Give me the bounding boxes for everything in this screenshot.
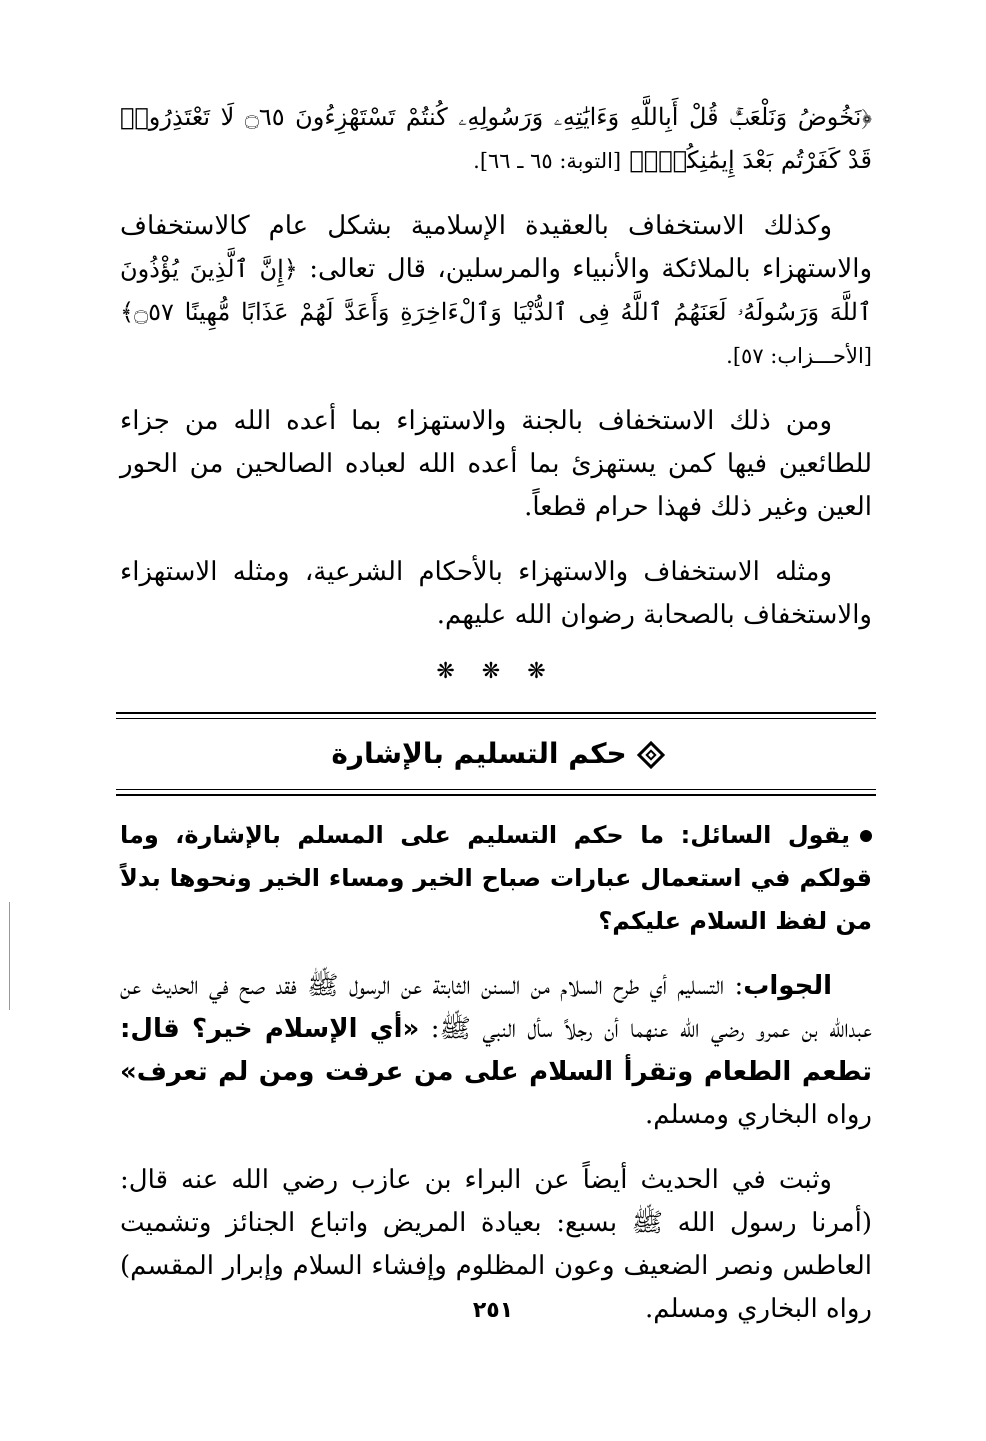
margin-line [9, 902, 10, 1010]
quran-verse: ﴿إِنَّ ٱلَّذِينَ يُؤْذُونَ ٱللَّهَ وَرَسُولَهُۥ لَعَنَهُمُ ٱللَّهُ فِى ٱلدُّنْيَا وَٱلْءَاخِرَةِ وَأَعَدَّ لَهُمْ عَذَابًا مُّهِينًا ۝٥٧﴾ [120, 255, 872, 326]
hadith-text: «أي الإسلام خير؟ قال: تطعم الطعام وتقرأ السلام على من عرفت ومن لم تعرف» [120, 1014, 872, 1087]
paragraph: ومن ذلك الاستخفاف بالجنة والاستهزاء بما أعده الله من جزاء للطائعين فيها كمن يستهزئ بما أعده الله لعباده الصالحين من الحور العين وغير ذلك فهذا حرام قطعاً. [120, 406, 872, 522]
answer [120, 965, 872, 1137]
verse-reference: [الأحـــزاب: ٥٧]. [726, 344, 872, 368]
heading-rule-bottom [116, 789, 876, 796]
section-separator: ❋ ❋ ❋ [436, 659, 556, 684]
question-text: يقول السائل: ما حكم التسليم على المسلم بالإشارة، وما قولكم في استعمال عبارات صباح الخير ومساء الخير ونحوها بدلاً من لفظ السلام عليكم؟ [120, 821, 872, 935]
answer-label: الجواب [743, 971, 832, 1001]
paragraph: ومثله الاستخفاف والاستهزاء بالأحكام الشرعية، ومثله الاستهزاء والاستخفاف بالصحابة رضوان الله عليهم. [120, 557, 872, 630]
question [120, 814, 872, 943]
quran-verse: ﴿نَخُوضُ وَنَلْعَبُۚ قُلْ أَبِاللَّهِ وَءَايَٰتِهِۦ وَرَسُولِهِۦ كُنتُمْ تَسْتَهْزِءُونَ ۝٦٥ لَا تَعْتَذِرُوا۟ قَدْ كَفَرْتُم بَعْدَ إِيمَٰنِكُمْۚ﴾ [120, 103, 873, 174]
section-title: حكم التسليم بالإشارة [331, 737, 627, 770]
answer-text: : التسليم أي طرح السلام من السنن الثابتة عن الرسول ﷺ فقد صح في الحديث عن عبدالله بن عمرو رضي الله عنهما أن رجلاً سأل النبي ﷺ: [120, 971, 872, 1044]
diamond-icon [637, 741, 665, 769]
page-number: ٢٥١ [472, 1298, 514, 1323]
quran-verse-block [120, 96, 872, 183]
heading-rule-top [116, 712, 876, 719]
paragraph-text: وكذلك الاستخفاف بالعقيدة الإسلامية بشكل عام كالاستخفاف والاستهزاء بالملائكة والأنبياء والمرسلين، قال تعالى: [120, 211, 872, 284]
page-body [120, 96, 872, 1353]
answer-source: رواه البخاري ومسلم. [645, 1100, 872, 1130]
verse-reference: [التوبة: ٦٥ ـ ٦٦]. [473, 149, 622, 173]
bullet-icon [860, 830, 872, 842]
paragraph: وثبت في الحديث أيضاً عن البراء بن عازب رضي الله عنه قال: (أمرنا رسول الله ﷺ بسبع: بعيادة المريض واتباع الجنائز وتشميت العاطس ونصر الضعيف وعون المظلوم وإفشاء السلام وإبرار المقسم) رواه البخاري ومسلم. [120, 1165, 872, 1324]
section-heading [120, 719, 872, 789]
paragraph [120, 205, 872, 378]
